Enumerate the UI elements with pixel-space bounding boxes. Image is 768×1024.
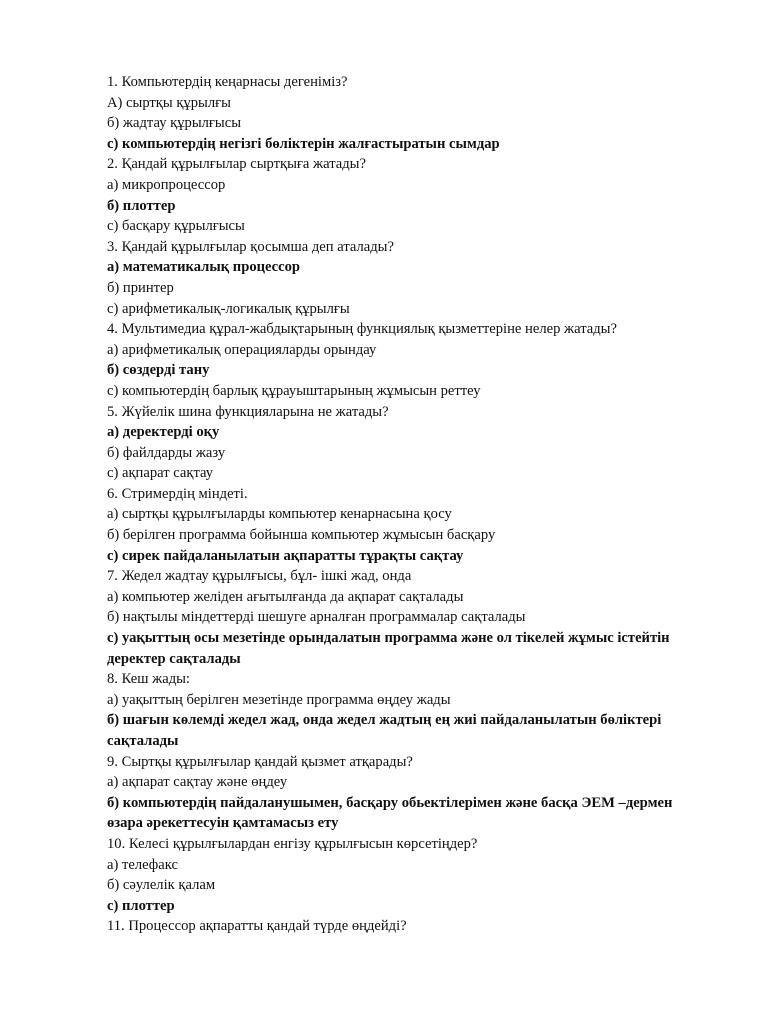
answer-10a: а) телефакс [107,856,178,873]
answer-4a: а) арифметикалық операцияларды орындау [107,341,377,358]
answer-9a: а) ақпарат сақтау және өңдеу [107,774,288,791]
question-9-text: 9. Сыртқы құрылғылар қандай қызмет атқарады? [107,753,413,770]
answer-1b: б) жадтау құрылғысы [107,115,242,132]
answer-10b: б) сәулелік қалам [107,877,216,894]
question-6-text: 6. Стримердің міндеті. [107,485,248,502]
answer-2a: а) микропроцессор [107,176,226,193]
answer-3b: б) принтер [107,279,174,296]
question-5-text: 5. Жүйелік шина функцияларына не жатады? [107,403,389,420]
answer-3c: с) арифметикалық-логикалық құрылғы [107,300,350,317]
question-2-text: 2. Қандай құрылғылар сыртқыға жатады? [107,156,366,173]
question-7-text: 7. Жедел жадтау құрылғысы, бұл- ішкі жад, онда [107,568,412,585]
answer-1c-correct: с) компьютердің негізгі бөліктерін жалғастыратын сымдар [107,135,500,152]
answer-6c-correct: с) сирек пайдаланылатын ақпаратты тұрақты сақтау [107,547,464,564]
question-8-text: 8. Кеш жады: [107,671,190,688]
answer-3a-correct: а) математикалық процессор [107,259,301,276]
answer-4c: с) компьютердің барлық құрауыштарының жұмысын реттеу [107,382,481,399]
answer-5b: б) файлдарды жазу [107,444,226,461]
question-11-text: 11. Процессор ақпаратты қандай түрде өңдейді? [107,918,407,935]
answer-5a-correct: а) деректерді оқу [107,424,220,441]
question-10-text: 10. Келесі құрылғылардан енгізу құрылғысын көрсетіңдер? [107,835,478,852]
answer-4b-correct: б) сөздерді тану [107,362,210,379]
question-4-text: 4. Мультимедиа құрал-жабдықтарының функциялық қызметтеріне нелер жатады? [107,321,617,338]
answer-7c-correct: с) уақыттың осы мезетінде орындалатын программа және ол тікелей жұмыс істейтін [107,630,670,647]
answer-6b: б) берілген программа бойынша компьютер жұмысын басқару [107,527,496,544]
answer-2c: с) басқару құрылғысы [107,218,245,235]
answer-6a: а) сыртқы құрылғыларды компьютер кенарнасына қосу [107,506,452,523]
answer-7b: б) нақтылы міндеттерді шешуге арналған программалар сақталады [107,609,526,626]
answer-5c: с) ақпарат сақтау [107,465,214,482]
answer-2b-correct: б) плоттер [107,197,176,214]
answer-9b-correct: б) компьютердің пайдаланушымен, басқару обьектілерімен және басқа ЭЕМ –дермен [107,794,673,811]
question-3-text: 3. Қандай құрылғылар қосымша деп аталады? [107,238,394,255]
answer-10c-correct: с) плоттер [107,897,175,914]
answer-9b-correct-continued: өзара әрекеттесуін қамтамасыз ету [107,815,339,832]
answer-8b-correct: б) шағын көлемді жедел жад, онда жедел жадтың ең жиі пайдаланылатын бөліктері [107,712,662,729]
answer-7c-correct-continued: деректер сақталады [107,650,241,667]
answer-7a: а) компьютер желіден ағытылғанда да ақпарат сақталады [107,588,464,605]
answer-1a: А) сыртқы құрылғы [107,94,231,111]
question-1-text: 1. Компьютердің кеңарнасы дегеніміз? [107,74,348,90]
document-page [107,72,707,937]
answer-8a: а) уақыттың берілген мезетінде программа өңдеу жады [107,691,451,708]
answer-8b-correct-continued: сақталады [107,733,179,749]
